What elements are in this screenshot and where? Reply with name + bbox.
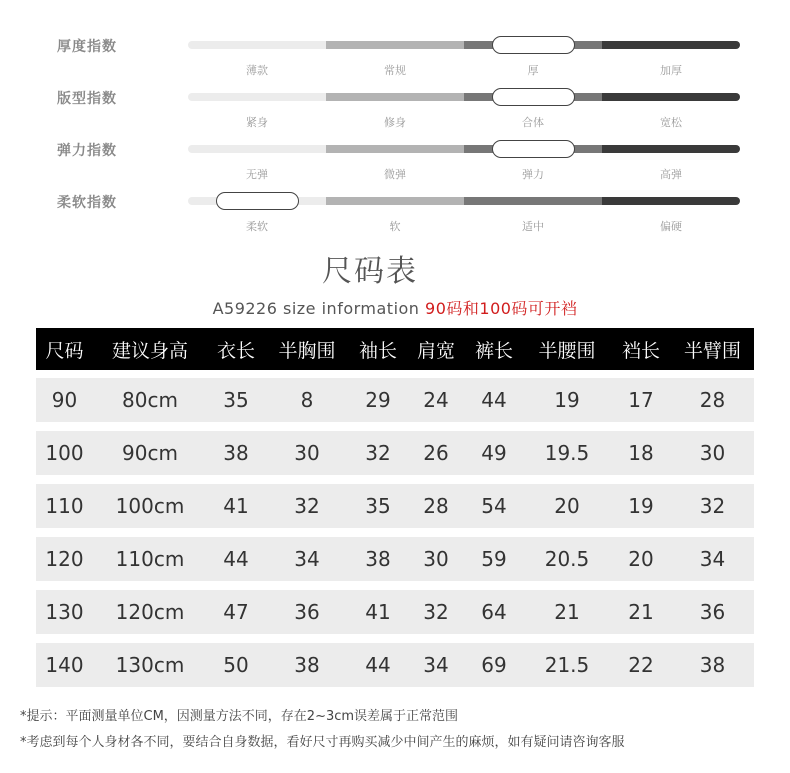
index-label: 版型指数: [57, 91, 117, 107]
table-row: [36, 643, 754, 687]
table-cell: 35: [365, 494, 391, 518]
table-header-cell: 裆长: [621, 339, 660, 362]
table-cell: 59: [481, 547, 507, 571]
table-row: [36, 537, 754, 581]
table-cell: 17: [628, 388, 654, 412]
table-cell: 44: [481, 388, 507, 412]
index-segment: [326, 145, 464, 153]
index-label: 厚度指数: [57, 39, 117, 55]
table-cell: 20.5: [544, 547, 590, 571]
table-header-cell: 尺码: [45, 339, 84, 362]
table-cell: 100: [45, 441, 84, 465]
index-segment: [602, 197, 740, 205]
index-level-label: 柔软: [246, 220, 268, 233]
table-header: [36, 328, 754, 370]
size-table: [36, 328, 754, 696]
table-cell: 90: [51, 388, 78, 412]
table-cell: 120: [45, 547, 84, 571]
table-header-cell: 半胸围: [278, 339, 336, 362]
table-cell: 44: [223, 547, 249, 571]
index-marker: [492, 140, 575, 158]
table-cell: 32: [365, 441, 391, 465]
index-row: [0, 192, 790, 236]
table-body: [36, 378, 754, 687]
table-header-cell: 裤长: [474, 339, 513, 362]
table-cell: 26: [423, 441, 449, 465]
table-cell: 19: [554, 388, 580, 412]
index-track: [188, 197, 740, 233]
table-cell: 32: [294, 494, 320, 518]
table-cell: 38: [294, 653, 320, 677]
index-level-label: 修身: [384, 116, 406, 129]
index-segment: [188, 145, 326, 153]
index-level-label: 薄款: [246, 64, 268, 77]
index-segment: [602, 41, 740, 49]
table-cell: 120cm: [115, 600, 185, 624]
index-segment: [188, 93, 326, 101]
table-header-cell: 半腰围: [538, 339, 596, 362]
index-level-label: 合体: [522, 116, 544, 129]
table-cell: 19.5: [544, 441, 590, 465]
table-cell: 30: [699, 441, 726, 465]
subtitle-highlight: 90码和100码可开裆: [425, 299, 578, 318]
table-cell: 34: [699, 547, 726, 571]
table-row: [36, 431, 754, 475]
table-cell: 90cm: [122, 441, 178, 465]
table-row: [36, 378, 754, 422]
index-level-label: 厚: [527, 64, 539, 77]
index-track: [188, 93, 740, 129]
table-cell: 20: [628, 547, 654, 571]
table-header-cell: 袖长: [358, 339, 397, 362]
index-row: [0, 88, 790, 132]
table-cell: 44: [365, 653, 391, 677]
table-cell: 110: [45, 494, 84, 518]
subtitle-main: A59226 size information: [212, 299, 426, 318]
table-cell: 54: [481, 494, 507, 518]
index-segment: [602, 145, 740, 153]
table-cell: 32: [699, 494, 726, 518]
index-segment: [326, 93, 464, 101]
table-cell: 49: [481, 441, 507, 465]
index-level-label: 微弹: [384, 168, 406, 181]
table-cell: 80cm: [122, 388, 178, 412]
table-cell: 110cm: [115, 547, 185, 571]
index-level-label: 高弹: [660, 168, 682, 181]
table-row: [36, 484, 754, 528]
table-cell: 41: [223, 494, 249, 518]
table-cell: 8: [300, 388, 314, 412]
table-cell: 130: [45, 600, 84, 624]
table-cell: 29: [365, 388, 391, 412]
table-cell: 38: [365, 547, 391, 571]
index-segment: [326, 41, 464, 49]
index-segment: [188, 41, 326, 49]
table-cell: 36: [294, 600, 320, 624]
index-marker: [492, 36, 575, 54]
table-cell: 140: [45, 653, 84, 677]
table-row: [36, 590, 754, 634]
table-cell: 30: [423, 547, 449, 571]
index-level-label: 弹力: [522, 168, 544, 181]
index-level-label: 适中: [522, 220, 544, 233]
note-body-type: *考虑到每个人身材各不同，要结合自身数据，看好尺寸再购买减少中间产生的麻烦，如有疑问请咨询客服: [20, 735, 625, 750]
index-row: [0, 140, 790, 184]
table-cell: 21: [628, 600, 654, 624]
index-marker: [216, 192, 299, 210]
page-title: 尺码表: [322, 254, 418, 289]
index-level-label: 软: [389, 220, 401, 233]
table-header-cell: 衣长: [216, 339, 255, 362]
table-header-cell: 半臂围: [683, 339, 741, 362]
index-segment: [464, 197, 602, 205]
index-label: 柔软指数: [57, 195, 117, 211]
table-cell: 38: [699, 653, 726, 677]
index-level-label: 无弹: [246, 168, 268, 181]
index-level-label: 常规: [384, 64, 406, 77]
table-cell: 47: [223, 600, 249, 624]
table-cell: 35: [223, 388, 249, 412]
size-info-subtitle: [0, 296, 790, 319]
index-row: [0, 36, 790, 80]
table-cell: 28: [699, 388, 726, 412]
table-cell: 130cm: [115, 653, 185, 677]
table-cell: 69: [481, 653, 507, 677]
table-cell: 18: [628, 441, 654, 465]
table-cell: 50: [223, 653, 249, 677]
table-cell: 30: [294, 441, 320, 465]
index-level-label: 紧身: [246, 116, 268, 129]
note-measurement: *提示：平面测量单位CM，因测量方法不同，存在2~3cm误差属于正常范围: [20, 709, 459, 724]
table-cell: 28: [423, 494, 449, 518]
index-label: 弹力指数: [57, 143, 117, 159]
table-cell: 41: [365, 600, 391, 624]
index-level-label: 加厚: [660, 64, 682, 77]
index-level-label: 偏硬: [660, 220, 682, 233]
table-header-cell: 建议身高: [111, 339, 188, 362]
table-cell: 21: [554, 600, 580, 624]
table-cell: 19: [628, 494, 654, 518]
index-segment: [602, 93, 740, 101]
table-cell: 24: [423, 388, 449, 412]
table-cell: 34: [294, 547, 320, 571]
table-cell: 100cm: [115, 494, 185, 518]
table-cell: 22: [628, 653, 654, 677]
table-cell: 64: [481, 600, 507, 624]
index-marker: [492, 88, 575, 106]
table-cell: 32: [423, 600, 449, 624]
index-segment: [326, 197, 464, 205]
index-track: [188, 41, 740, 77]
table-cell: 20: [554, 494, 580, 518]
table-cell: 34: [423, 653, 449, 677]
index-level-label: 宽松: [660, 116, 682, 129]
index-track: [188, 145, 740, 181]
table-cell: 36: [699, 600, 726, 624]
table-cell: 38: [223, 441, 249, 465]
table-header-cell: 肩宽: [416, 339, 455, 362]
table-cell: 21.5: [544, 653, 590, 677]
